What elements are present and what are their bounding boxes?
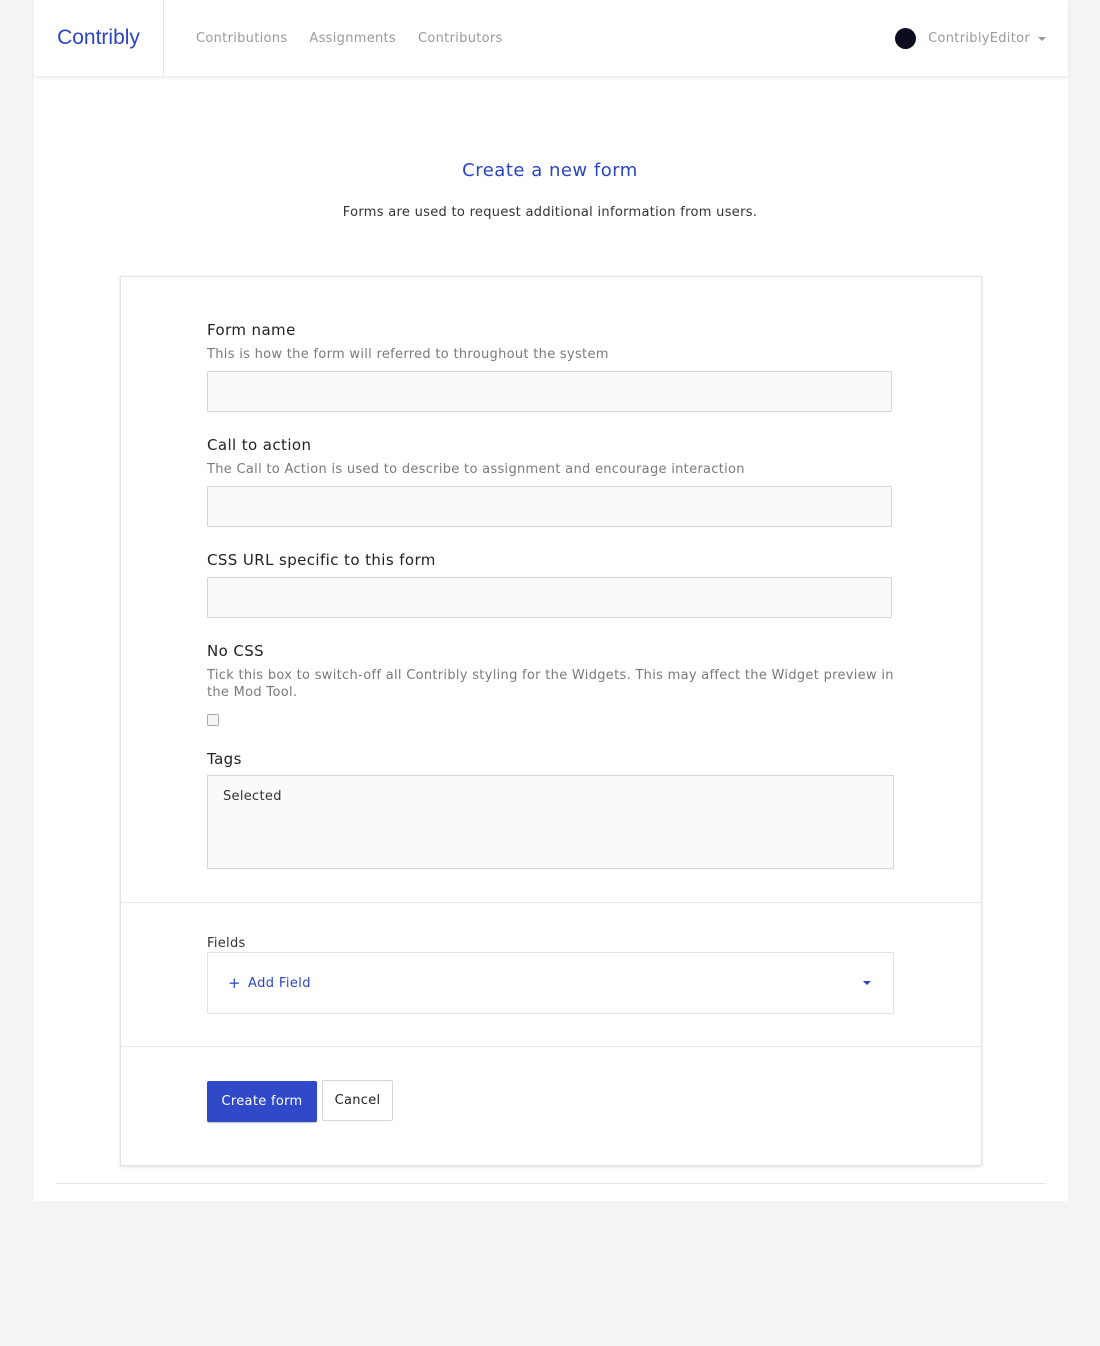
app-shell	[34, 0, 1068, 1201]
call-to-action-input[interactable]	[207, 486, 892, 527]
page-subtitle: Forms are used to request additional information from users.	[342, 205, 758, 220]
no-css-label: No CSS	[207, 642, 265, 660]
nav-item-assignments[interactable]: Assignments	[309, 30, 397, 46]
tags-label: Tags	[207, 750, 242, 768]
chevron-down-icon	[863, 981, 871, 985]
avatar	[895, 28, 916, 49]
css-url-label: CSS URL specific to this form	[207, 551, 436, 569]
user-menu[interactable]	[895, 0, 1046, 76]
section-divider	[121, 1046, 981, 1047]
no-css-checkbox[interactable]	[207, 714, 219, 726]
main-nav	[196, 0, 525, 76]
add-field-dropdown[interactable]	[207, 952, 894, 1014]
user-name: ContriblyEditor	[928, 30, 1030, 46]
brand-logo[interactable]: Contribly	[34, 0, 164, 76]
fields-label: Fields	[207, 936, 246, 951]
footer-divider	[56, 1183, 1046, 1184]
caret-down-icon	[1038, 37, 1046, 41]
form-name-label: Form name	[207, 321, 296, 339]
add-field-label: Add Field	[248, 975, 311, 991]
cancel-button[interactable]: Cancel	[322, 1080, 393, 1121]
tags-selected-label: Selected	[223, 789, 282, 804]
create-form-button[interactable]: Create form	[207, 1081, 317, 1122]
create-form-card	[120, 276, 982, 1166]
top-navigation-bar	[34, 0, 1068, 76]
form-name-input[interactable]	[207, 371, 892, 412]
page-title: Create a new form	[462, 160, 638, 181]
call-to-action-label: Call to action	[207, 436, 312, 454]
section-divider	[121, 902, 981, 903]
form-name-help: This is how the form will referred to throughout the system	[207, 347, 609, 362]
nav-item-contributors[interactable]: Contributors	[418, 30, 503, 46]
tags-selector[interactable]	[207, 775, 894, 869]
plus-icon: +	[228, 974, 241, 992]
call-to-action-help: The Call to Action is used to describe to assignment and encourage interaction	[207, 462, 745, 477]
css-url-input[interactable]	[207, 577, 892, 618]
nav-item-contributions[interactable]: Contributions	[196, 30, 288, 46]
no-css-help: Tick this box to switch-off all Contribly styling for the Widgets. This may affect the Widget preview in the Mod Tool.	[207, 668, 894, 700]
